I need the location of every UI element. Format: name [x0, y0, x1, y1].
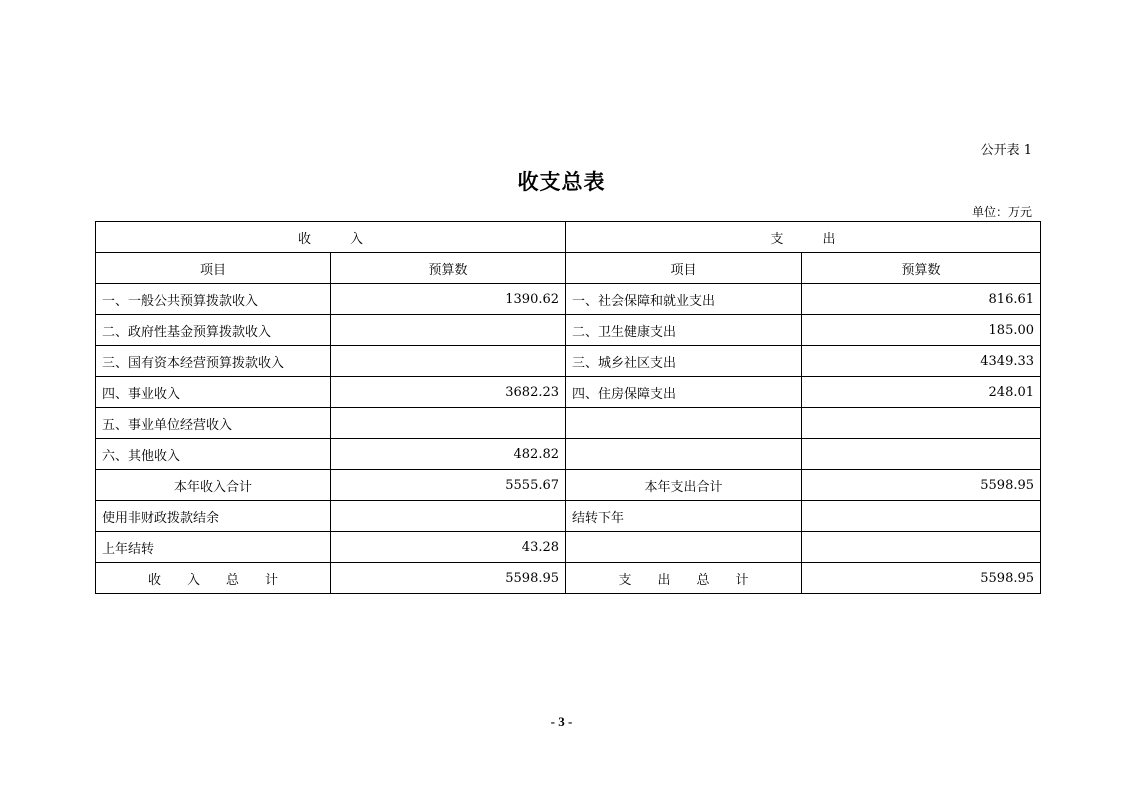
expense-total-value: 5598.95 [802, 563, 1041, 594]
income-item: 上年结转 [96, 532, 331, 563]
table-row [96, 501, 1041, 532]
income-value: 3682.23 [331, 377, 566, 408]
income-item: 四、事业收入 [96, 377, 331, 408]
income-total-value: 5598.95 [331, 563, 566, 594]
income-value: 482.82 [331, 439, 566, 470]
expense-item: 一、社会保障和就业支出 [566, 284, 802, 315]
income-section-header: 收 入 [96, 222, 566, 253]
expense-subtotal-label: 本年支出合计 [566, 470, 802, 501]
table-row [96, 346, 1041, 377]
expense-item [566, 439, 802, 470]
expense-item: 四、住房保障支出 [566, 377, 802, 408]
income-value [331, 315, 566, 346]
table-row [96, 532, 1041, 563]
income-value [331, 408, 566, 439]
table-row [96, 315, 1041, 346]
income-subtotal-label: 本年收入合计 [96, 470, 331, 501]
expense-item: 结转下年 [566, 501, 802, 532]
expense-value: 248.01 [802, 377, 1041, 408]
expense-section-header: 支 出 [566, 222, 1041, 253]
expense-value: 185.00 [802, 315, 1041, 346]
table-row [96, 284, 1041, 315]
expense-item [566, 408, 802, 439]
income-item: 二、政府性基金预算拨款收入 [96, 315, 331, 346]
income-value [331, 501, 566, 532]
expense-value [802, 501, 1041, 532]
expense-value [802, 439, 1041, 470]
expense-value [802, 408, 1041, 439]
income-value: 1390.62 [331, 284, 566, 315]
expense-value: 816.61 [802, 284, 1041, 315]
income-budget-header: 预算数 [331, 253, 566, 284]
expense-item: 二、卫生健康支出 [566, 315, 802, 346]
total-row [96, 563, 1041, 594]
income-item: 五、事业单位经营收入 [96, 408, 331, 439]
expense-total-label: 支 出 总 计 [566, 563, 802, 594]
expense-item [566, 532, 802, 563]
expense-budget-header: 预算数 [802, 253, 1041, 284]
page-number: - 3 - [550, 714, 573, 729]
table-row [96, 408, 1041, 439]
table-row [96, 377, 1041, 408]
income-expense-table [95, 221, 1041, 594]
expense-value [802, 532, 1041, 563]
income-subtotal-value: 5555.67 [331, 470, 566, 501]
income-value [331, 346, 566, 377]
subtotal-row [96, 470, 1041, 501]
expense-item-header: 项目 [566, 253, 802, 284]
table-row [96, 439, 1041, 470]
page-title: 收支总表 [517, 170, 606, 194]
section-header-row [96, 222, 1041, 253]
expense-value: 4349.33 [802, 346, 1041, 377]
income-item: 三、国有资本经营预算拨款收入 [96, 346, 331, 377]
income-total-label: 收 入 总 计 [96, 563, 331, 594]
expense-subtotal-value: 5598.95 [802, 470, 1041, 501]
form-number: 公开表 1 [980, 143, 1032, 158]
income-item-header: 项目 [96, 253, 331, 284]
income-item: 使用非财政拨款结余 [96, 501, 331, 532]
income-item: 六、其他收入 [96, 439, 331, 470]
income-item: 一、一般公共预算拨款收入 [96, 284, 331, 315]
unit-label: 单位：万元 [971, 205, 1032, 219]
expense-item: 三、城乡社区支出 [566, 346, 802, 377]
column-header-row [96, 253, 1041, 284]
income-value: 43.28 [331, 532, 566, 563]
